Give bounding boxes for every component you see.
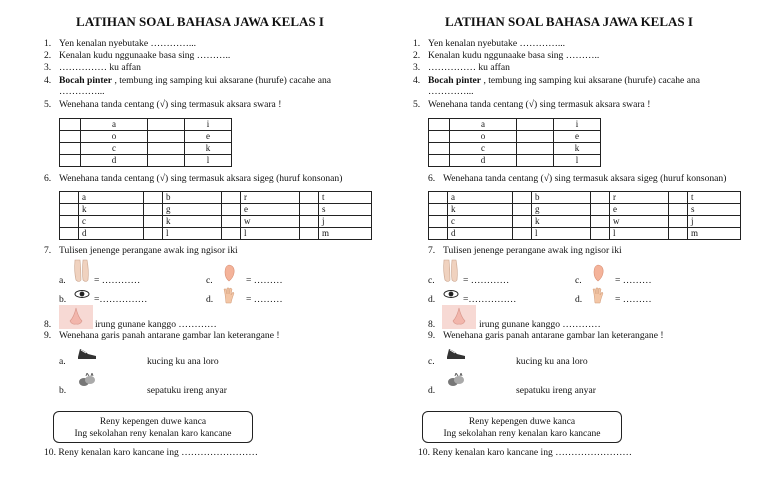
q9-sentence-1: kucing ku ana loro xyxy=(516,356,588,367)
eye-icon xyxy=(443,289,459,299)
q-num: 1. xyxy=(44,38,52,49)
table-cell[interactable] xyxy=(148,131,185,143)
question-4-cont: …………... xyxy=(59,86,105,97)
reading-box xyxy=(422,411,622,443)
checkbox-cell[interactable] xyxy=(669,216,688,228)
checkbox-cell[interactable] xyxy=(222,192,241,204)
reading-line-2: Ing sekolahan reny kenalan karo kancane xyxy=(74,429,232,439)
table-row xyxy=(429,228,741,240)
q9-sentence-2: sepatuku ireng anyar xyxy=(147,385,227,396)
letter-cell: r xyxy=(241,192,300,204)
question-9-num: 9. xyxy=(44,330,52,341)
letter-cell: m xyxy=(688,228,741,240)
checkbox-cell[interactable] xyxy=(429,216,448,228)
letter-cell: l xyxy=(532,228,591,240)
question-8-num: 8. xyxy=(44,319,52,330)
table-cell: i xyxy=(554,119,601,131)
table-cell[interactable] xyxy=(517,119,554,131)
checkbox-cell[interactable] xyxy=(60,216,79,228)
question-8-num: 8. xyxy=(428,319,436,330)
checkbox-cell[interactable] xyxy=(429,192,448,204)
question-3-num: 3. xyxy=(413,62,421,73)
reading-box xyxy=(53,411,253,443)
letter-cell: s xyxy=(319,204,372,216)
letter-cell: a xyxy=(448,192,513,204)
question-6-num: 6. xyxy=(44,173,52,184)
question-5-text: Wenehana tanda centang (√) sing termasuk aksara swara ! xyxy=(428,99,651,110)
worksheet-right xyxy=(369,0,749,489)
question-7-text: Tulisen jenenge perangane awak ing ngisor iki xyxy=(59,245,238,256)
table-row xyxy=(60,228,372,240)
table-cell[interactable] xyxy=(148,155,185,167)
table-row xyxy=(60,143,232,155)
reading-line-1: Reny kepengen duwe kanca xyxy=(99,417,207,427)
table-cell[interactable] xyxy=(517,143,554,155)
q7-fill-c: = ……… xyxy=(246,275,283,286)
question-4-cont: …………... xyxy=(428,86,474,97)
letter-cell: e xyxy=(610,204,669,216)
question-2-num: 2. xyxy=(44,50,52,61)
table-sigeg xyxy=(428,191,741,240)
question-4-bold: Bocah pinter xyxy=(59,75,113,86)
letter-cell: b xyxy=(163,192,222,204)
question-10-text: Reny kenalan karo kancane ing …………………… xyxy=(432,447,632,458)
letter-cell: k xyxy=(163,216,222,228)
table-cell[interactable] xyxy=(517,131,554,143)
checkbox-cell[interactable] xyxy=(144,228,163,240)
cats-icon xyxy=(77,373,97,389)
checkbox-cell[interactable] xyxy=(591,192,610,204)
question-5-num: 5. xyxy=(413,99,421,110)
table-cell[interactable] xyxy=(429,119,450,131)
question-9-num: 9. xyxy=(428,330,436,341)
letter-cell: l xyxy=(610,228,669,240)
checkbox-cell[interactable] xyxy=(222,216,241,228)
q7-fill-c: = ……… xyxy=(615,275,652,286)
table-row xyxy=(60,131,232,143)
letter-cell: t xyxy=(688,192,741,204)
table-row xyxy=(429,204,741,216)
q9-label-c: c. xyxy=(428,356,435,367)
letter-cell: c xyxy=(79,216,144,228)
checkbox-cell[interactable] xyxy=(60,204,79,216)
letter-cell: j xyxy=(319,216,372,228)
checkbox-cell[interactable] xyxy=(669,204,688,216)
checkbox-cell[interactable] xyxy=(669,192,688,204)
checkbox-cell[interactable] xyxy=(513,204,532,216)
question-1 xyxy=(44,38,51,49)
checkbox-cell[interactable] xyxy=(513,192,532,204)
letter-cell: d xyxy=(79,228,144,240)
hand-icon xyxy=(591,286,605,304)
question-6-num: 6. xyxy=(428,173,436,184)
checkbox-cell[interactable] xyxy=(144,216,163,228)
checkbox-cell[interactable] xyxy=(513,216,532,228)
q7-fill-b: =…………… xyxy=(94,294,148,305)
table-cell[interactable] xyxy=(60,155,81,167)
table-row xyxy=(60,119,232,131)
page-title: LATIHAN SOAL BAHASA JAWA KELAS I xyxy=(76,14,324,29)
checkbox-cell[interactable] xyxy=(669,228,688,240)
letter-cell: a xyxy=(79,192,144,204)
letter-cell: b xyxy=(532,192,591,204)
question-5-num: 5. xyxy=(44,99,52,110)
table-cell[interactable] xyxy=(429,143,450,155)
checkbox-cell[interactable] xyxy=(513,228,532,240)
q7-fill-a: = ………… xyxy=(463,275,510,286)
q7-label-c: c. xyxy=(206,275,213,286)
question-4-text xyxy=(428,75,700,86)
q7-fill-a: = ………… xyxy=(94,275,141,286)
question-7-text: Tulisen jenenge perangane awak ing ngisor iki xyxy=(443,245,622,256)
letter-cell: r xyxy=(610,192,669,204)
table-cell: l xyxy=(554,155,601,167)
letter-cell: e xyxy=(241,204,300,216)
table-cell: a xyxy=(81,119,148,131)
q7-label-c: c. xyxy=(575,275,582,286)
hand-icon xyxy=(222,286,236,304)
question-10 xyxy=(44,447,258,458)
question-10-text: Reny kenalan karo kancane ing …………………… xyxy=(58,447,258,458)
question-8-text: irung gunane kanggo ………… xyxy=(479,319,601,330)
table-row xyxy=(429,192,741,204)
table-cell[interactable] xyxy=(148,143,185,155)
question-1-text: Yen kenalan nyebutake …………... xyxy=(59,38,197,49)
table-cell: d xyxy=(450,155,517,167)
q7-label-d: d. xyxy=(575,294,583,305)
table-cell: o xyxy=(450,131,517,143)
cats-icon xyxy=(446,373,466,389)
q9-label-b: b. xyxy=(59,385,67,396)
q7-fill-b: =…………… xyxy=(463,294,517,305)
q7-label-b: b. xyxy=(59,294,67,305)
question-9-text: Wenehana garis panah antarane gambar lan keterangane ! xyxy=(59,330,280,341)
question-4-num: 4. xyxy=(413,75,421,86)
q9-label-a: a. xyxy=(59,356,66,367)
question-4-text xyxy=(59,75,331,86)
letter-cell: t xyxy=(319,192,372,204)
table-cell[interactable] xyxy=(517,155,554,167)
letter-cell: j xyxy=(688,216,741,228)
letter-cell: k xyxy=(448,204,513,216)
checkbox-cell[interactable] xyxy=(591,228,610,240)
table-row xyxy=(429,216,741,228)
letter-cell: w xyxy=(241,216,300,228)
table-sigeg xyxy=(59,191,372,240)
checkbox-cell[interactable] xyxy=(60,228,79,240)
question-4-rest: , tembung ing samping kui aksarane (hurufe) cacahe ana xyxy=(112,75,332,86)
q7-label-a: c. xyxy=(428,275,435,286)
worksheet-left xyxy=(0,0,380,489)
ear-icon xyxy=(591,264,605,282)
letter-cell: g xyxy=(532,204,591,216)
checkbox-cell[interactable] xyxy=(591,216,610,228)
shoe-icon xyxy=(445,345,467,361)
checkbox-cell[interactable] xyxy=(300,228,319,240)
letter-cell: w xyxy=(610,216,669,228)
table-cell: c xyxy=(450,143,517,155)
page-title: LATIHAN SOAL BAHASA JAWA KELAS I xyxy=(445,14,693,29)
table-cell: e xyxy=(185,131,232,143)
q9-sentence-1: kucing ku ana loro xyxy=(147,356,219,367)
letter-cell: s xyxy=(688,204,741,216)
letter-cell: l xyxy=(241,228,300,240)
table-swara xyxy=(59,118,232,167)
question-9-text: Wenehana garis panah antarane gambar lan keterangane ! xyxy=(443,330,664,341)
letter-cell: l xyxy=(163,228,222,240)
checkbox-cell[interactable] xyxy=(222,204,241,216)
feet-icon xyxy=(72,258,92,284)
question-4-bold: Bocah pinter xyxy=(428,75,482,86)
checkbox-cell[interactable] xyxy=(300,204,319,216)
letter-cell: k xyxy=(79,204,144,216)
table-row xyxy=(429,131,601,143)
nose-icon xyxy=(442,305,476,329)
checkbox-cell[interactable] xyxy=(429,204,448,216)
letter-cell: d xyxy=(448,228,513,240)
q7-fill-d: = ……… xyxy=(615,294,652,305)
table-cell: i xyxy=(185,119,232,131)
q9-sentence-2: sepatuku ireng anyar xyxy=(516,385,596,396)
checkbox-cell[interactable] xyxy=(591,204,610,216)
table-cell[interactable] xyxy=(60,143,81,155)
table-row xyxy=(429,143,601,155)
table-cell: k xyxy=(185,143,232,155)
letter-cell: c xyxy=(448,216,513,228)
table-row xyxy=(60,216,372,228)
table-cell: k xyxy=(554,143,601,155)
question-2-num: 2. xyxy=(413,50,421,61)
question-7-num: 7. xyxy=(428,245,436,256)
question-2-text: Kenalan kudu nggunaake basa sing ……….. xyxy=(59,50,231,61)
checkbox-cell[interactable] xyxy=(144,204,163,216)
question-4-rest: , tembung ing samping kui aksarane (hurufe) cacahe ana xyxy=(481,75,701,86)
table-cell: d xyxy=(81,155,148,167)
table-cell: o xyxy=(81,131,148,143)
reading-line-2: Ing sekolahan reny kenalan karo kancane xyxy=(443,429,601,439)
shoe-icon xyxy=(76,345,98,361)
question-1-text: Yen kenalan nyebutake …………... xyxy=(428,38,566,49)
checkbox-cell[interactable] xyxy=(222,228,241,240)
table-row xyxy=(429,155,601,167)
table-cell[interactable] xyxy=(429,131,450,143)
checkbox-cell[interactable] xyxy=(300,192,319,204)
q7-label-a: a. xyxy=(59,275,66,286)
question-6-text: Wenehana tanda centang (√) sing termasuk aksara sigeg (huruf konsonan) xyxy=(443,173,727,184)
table-cell[interactable] xyxy=(148,119,185,131)
table-cell[interactable] xyxy=(60,131,81,143)
table-cell: e xyxy=(554,131,601,143)
question-4-num: 4. xyxy=(44,75,52,86)
table-row xyxy=(60,204,372,216)
q7-label-b: d. xyxy=(428,294,436,305)
table-cell[interactable] xyxy=(429,155,450,167)
q7-label-d: d. xyxy=(206,294,214,305)
eye-icon xyxy=(74,289,90,299)
question-10-num: 10. xyxy=(418,447,430,458)
question-3-text: …………… ku affan xyxy=(59,62,141,73)
checkbox-cell[interactable] xyxy=(300,216,319,228)
question-3-text: …………… ku affan xyxy=(428,62,510,73)
question-5-text: Wenehana tanda centang (√) sing termasuk aksara swara ! xyxy=(59,99,282,110)
table-cell: l xyxy=(185,155,232,167)
table-row xyxy=(60,155,232,167)
table-cell: a xyxy=(450,119,517,131)
letter-cell: k xyxy=(532,216,591,228)
question-3-num: 3. xyxy=(44,62,52,73)
table-row xyxy=(60,192,372,204)
nose-icon xyxy=(59,305,93,329)
checkbox-cell[interactable] xyxy=(144,192,163,204)
q9-label-d: d. xyxy=(428,385,436,396)
ear-icon xyxy=(222,264,236,282)
table-swara xyxy=(428,118,601,167)
question-7-num: 7. xyxy=(44,245,52,256)
question-2-text: Kenalan kudu nggunaake basa sing ……….. xyxy=(428,50,600,61)
letter-cell: m xyxy=(319,228,372,240)
letter-cell: g xyxy=(163,204,222,216)
table-cell[interactable] xyxy=(60,119,81,131)
reading-line-1: Reny kepengen duwe kanca xyxy=(468,417,576,427)
question-1-num: 1. xyxy=(413,38,421,49)
feet-icon xyxy=(441,258,461,284)
question-6-text: Wenehana tanda centang (√) sing termasuk aksara sigeg (huruf konsonan) xyxy=(59,173,343,184)
checkbox-cell[interactable] xyxy=(429,228,448,240)
q7-fill-d: = ……… xyxy=(246,294,283,305)
checkbox-cell[interactable] xyxy=(60,192,79,204)
question-10 xyxy=(418,447,632,458)
question-8-text: irung gunane kanggo ………… xyxy=(95,319,217,330)
table-cell: c xyxy=(81,143,148,155)
question-10-num: 10. xyxy=(44,447,56,458)
table-row xyxy=(429,119,601,131)
